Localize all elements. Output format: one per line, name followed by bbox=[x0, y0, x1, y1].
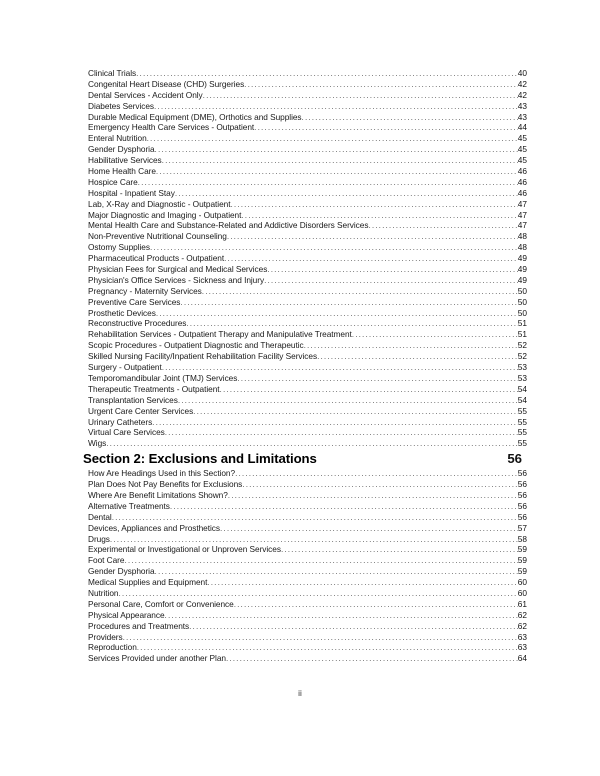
toc-entry-title: Dental Services - Accident Only bbox=[88, 89, 203, 100]
toc-dot-leader bbox=[136, 68, 518, 79]
toc-entry[interactable] bbox=[83, 220, 527, 231]
toc-entry-page-number: 46 bbox=[517, 166, 527, 177]
toc-entry[interactable] bbox=[83, 566, 527, 577]
toc-entry-page-number: 50 bbox=[517, 285, 527, 296]
toc-entry-title: Scopic Procedures - Outpatient Diagnostic and Therapeutic bbox=[88, 340, 304, 351]
toc-entry-page-number: 50 bbox=[517, 307, 527, 318]
toc-dot-leader bbox=[317, 351, 518, 362]
toc-entry[interactable] bbox=[83, 632, 527, 643]
toc-entry-title: Services Provided under another Plan bbox=[88, 653, 226, 664]
toc-entry-title: Drugs bbox=[88, 533, 110, 544]
toc-entry-page-number: 61 bbox=[517, 598, 527, 609]
toc-dot-leader bbox=[244, 79, 518, 90]
toc-dot-leader bbox=[123, 632, 518, 643]
toc-entry-title: Mental Health Care and Substance-Related and Addictive Disorders Services bbox=[88, 220, 369, 231]
toc-entry[interactable] bbox=[83, 427, 527, 438]
toc-entry-title: Non-Preventive Nutritional Counseling bbox=[88, 231, 227, 242]
toc-entry-title: Clinical Trials bbox=[88, 68, 137, 78]
toc-entry[interactable] bbox=[83, 297, 527, 308]
toc-entry[interactable] bbox=[83, 501, 527, 512]
toc-dot-leader bbox=[254, 122, 518, 133]
toc-entry[interactable] bbox=[83, 588, 527, 599]
toc-entry[interactable] bbox=[83, 523, 527, 534]
toc-entry-title: Habilitative Services bbox=[88, 155, 162, 166]
toc-entry-page-number: 48 bbox=[517, 231, 527, 242]
toc-entry-title: Major Diagnostic and Imaging - Outpatient bbox=[88, 209, 242, 220]
toc-entry-title: Gender Dysphoria bbox=[88, 566, 155, 577]
toc-entry-page-number: 55 bbox=[517, 405, 527, 416]
toc-entry-title: Urinary Catheters bbox=[88, 416, 153, 427]
toc-entry[interactable] bbox=[83, 340, 527, 351]
toc-entry[interactable] bbox=[83, 621, 527, 632]
toc-entry-page-number: 54 bbox=[517, 383, 527, 394]
toc-dot-leader bbox=[227, 231, 518, 242]
toc-entry-title: Ostomy Supplies bbox=[88, 242, 150, 253]
toc-dot-leader bbox=[267, 264, 517, 275]
toc-entry-page-number: 46 bbox=[517, 176, 527, 187]
toc-entry-title: Providers bbox=[88, 631, 123, 642]
toc-entry-page-number: 49 bbox=[517, 274, 527, 285]
toc-dot-leader bbox=[186, 318, 517, 329]
toc-dot-leader bbox=[224, 253, 518, 264]
toc-entry-page-number: 42 bbox=[517, 78, 527, 89]
toc-entry-page-number: 45 bbox=[517, 144, 527, 155]
toc-entry-title: Home Health Care bbox=[88, 166, 156, 177]
toc-dot-leader bbox=[207, 577, 517, 588]
toc-dot-leader bbox=[235, 468, 518, 479]
toc-entry[interactable] bbox=[83, 373, 527, 384]
toc-entry-title: Foot Care bbox=[88, 555, 125, 566]
toc-entry[interactable] bbox=[83, 177, 527, 188]
toc-dot-leader bbox=[220, 523, 518, 534]
toc-entry-page-number: 43 bbox=[517, 100, 527, 111]
toc-entry[interactable] bbox=[83, 253, 527, 264]
toc-dot-leader bbox=[234, 599, 518, 610]
toc-dot-leader bbox=[110, 534, 518, 545]
toc-entry-page-number: 55 bbox=[517, 416, 527, 427]
toc-dot-leader bbox=[162, 155, 518, 166]
toc-entry-page-number: 49 bbox=[517, 253, 527, 264]
toc-entry-title: Preventive Care Services bbox=[88, 296, 181, 307]
toc-entry[interactable] bbox=[83, 653, 527, 664]
toc-dot-leader bbox=[242, 479, 517, 490]
toc-dot-leader bbox=[155, 144, 518, 155]
toc-entry-page-number: 56 bbox=[517, 511, 527, 522]
toc-entry-title: Reconstructive Procedures bbox=[88, 318, 187, 329]
toc-entry-page-number: 48 bbox=[517, 242, 527, 253]
toc-entry-page-number: 60 bbox=[517, 577, 527, 588]
toc-entry-page-number: 47 bbox=[517, 198, 527, 209]
toc-entry-title: Surgery - Outpatient bbox=[88, 362, 162, 373]
toc-entry-page-number: 43 bbox=[517, 111, 527, 122]
toc-dot-leader bbox=[317, 452, 508, 463]
toc-entry[interactable] bbox=[83, 438, 527, 449]
toc-entry[interactable] bbox=[83, 122, 527, 133]
toc-dot-leader bbox=[137, 642, 518, 653]
toc-entry-page-number: 55 bbox=[517, 438, 527, 449]
toc-section-heading[interactable] bbox=[83, 450, 522, 467]
toc-entry[interactable] bbox=[83, 599, 527, 610]
toc-entry-title: Pregnancy - Maternity Services bbox=[88, 285, 202, 296]
toc-dot-leader bbox=[202, 286, 518, 297]
toc-dot-leader bbox=[178, 395, 518, 406]
toc-entry-page-number: 53 bbox=[517, 362, 527, 373]
toc-dot-leader bbox=[124, 555, 517, 566]
toc-entry[interactable] bbox=[83, 351, 527, 362]
toc-entry[interactable] bbox=[83, 231, 527, 242]
toc-dot-leader bbox=[302, 112, 518, 123]
toc-entry-title: Dental bbox=[88, 511, 112, 522]
toc-entry-title: Rehabilitation Services - Outpatient Therapy and Manipulative Treatment bbox=[88, 329, 352, 340]
toc-entry[interactable] bbox=[83, 417, 527, 428]
toc-entry-title: Lab, X-Ray and Diagnostic - Outpatient bbox=[88, 198, 231, 209]
toc-entry[interactable] bbox=[83, 642, 527, 653]
toc-dot-leader bbox=[180, 297, 517, 308]
toc-entry[interactable] bbox=[83, 406, 527, 417]
toc-entry[interactable] bbox=[83, 264, 527, 275]
toc-entry-page-number: 51 bbox=[517, 318, 527, 329]
toc-entry-page-number: 56 bbox=[517, 500, 527, 511]
toc-entry-title: Virtual Care Services bbox=[88, 427, 165, 438]
toc-dot-leader bbox=[138, 177, 518, 188]
page-number-marker: ii bbox=[298, 688, 302, 698]
toc-entry-page-number: 51 bbox=[517, 329, 527, 340]
toc-entry-title: Emergency Health Care Services - Outpatient bbox=[88, 122, 255, 133]
toc-dot-leader bbox=[304, 340, 518, 351]
toc-entry-title: Medical Supplies and Equipment bbox=[88, 577, 208, 588]
toc-entry[interactable] bbox=[83, 286, 527, 297]
toc-entry-title: Prosthetic Devices bbox=[88, 307, 156, 318]
toc-entry[interactable] bbox=[83, 242, 527, 253]
toc-entry[interactable] bbox=[83, 610, 527, 621]
toc-dot-leader bbox=[147, 133, 518, 144]
toc-entry[interactable] bbox=[83, 210, 527, 221]
toc-entry-page-number: 59 bbox=[517, 555, 527, 566]
toc-entry-page-number: 60 bbox=[517, 587, 527, 598]
toc-entry-title: Where Are Benefit Limitations Shown? bbox=[88, 489, 228, 500]
toc-entry-title: Physical Appearance bbox=[88, 609, 165, 620]
toc-entry[interactable] bbox=[83, 490, 527, 501]
toc-entry-page-number: 44 bbox=[517, 122, 527, 133]
toc-dot-leader bbox=[175, 188, 518, 199]
toc-entry-page-number: 45 bbox=[517, 155, 527, 166]
toc-dot-leader bbox=[228, 490, 518, 501]
toc-entry[interactable] bbox=[83, 534, 527, 545]
toc-entry-title: Devices, Appliances and Prosthetics bbox=[88, 522, 220, 533]
toc-entry[interactable] bbox=[83, 188, 527, 199]
toc-entry[interactable] bbox=[83, 199, 527, 210]
toc-entry-title: Urgent Care Center Services bbox=[88, 405, 194, 416]
toc-entry-page-number: 52 bbox=[517, 340, 527, 351]
toc-entry[interactable] bbox=[83, 275, 527, 286]
toc-entry[interactable] bbox=[83, 479, 527, 490]
toc-entry-page-number: 63 bbox=[517, 631, 527, 642]
toc-entry-title: Transplantation Services bbox=[88, 394, 178, 405]
toc-dot-leader bbox=[237, 373, 517, 384]
toc-dot-leader bbox=[226, 653, 518, 664]
toc-entry-title: Procedures and Treatments bbox=[88, 620, 190, 631]
toc-entry-title: Hospital - Inpatient Stay bbox=[88, 187, 175, 198]
toc-entry[interactable] bbox=[83, 166, 527, 177]
toc-entry-page-number: 56 bbox=[517, 479, 527, 490]
toc-entry[interactable] bbox=[83, 133, 527, 144]
toc-entry[interactable] bbox=[83, 512, 527, 523]
toc-dot-leader bbox=[118, 588, 517, 599]
toc-entry-title: How Are Headings Used in this Section? bbox=[88, 468, 236, 479]
toc-entry[interactable] bbox=[83, 555, 527, 566]
toc-entry[interactable] bbox=[83, 318, 527, 329]
toc-entry-title: Hospice Care bbox=[88, 176, 138, 187]
toc-entry-title: Wigs bbox=[88, 438, 107, 449]
toc-entry-page-number: 54 bbox=[517, 394, 527, 405]
toc-entry-title: Section 2: Exclusions and Limitations bbox=[83, 451, 317, 467]
toc-entry[interactable] bbox=[83, 90, 527, 101]
toc-entry-page-number: 56 bbox=[517, 489, 527, 500]
toc-dot-leader bbox=[220, 384, 518, 395]
toc-entry-title: Plan Does Not Pay Benefits for Exclusions bbox=[88, 479, 243, 490]
toc-entry-page-number: 62 bbox=[517, 620, 527, 631]
toc-entry-title: Enteral Nutrition bbox=[88, 133, 147, 144]
toc-entry-page-number: 62 bbox=[517, 609, 527, 620]
toc-entry-page-number: 47 bbox=[517, 209, 527, 220]
toc-entry-page-number: 59 bbox=[517, 566, 527, 577]
toc-entry-page-number: 64 bbox=[517, 653, 527, 664]
toc-dot-leader bbox=[264, 275, 518, 286]
toc-entry[interactable] bbox=[83, 101, 527, 112]
toc-dot-leader bbox=[189, 621, 518, 632]
toc-dot-leader bbox=[368, 220, 517, 231]
toc-entry-page-number: 47 bbox=[517, 220, 527, 231]
toc-dot-leader bbox=[352, 329, 518, 340]
toc-entry-title: Physician's Office Services - Sickness and Injury bbox=[88, 274, 265, 285]
toc-dot-leader bbox=[156, 166, 518, 177]
toc-entry-page-number: 42 bbox=[517, 89, 527, 100]
toc-entry-page-number: 56 bbox=[517, 468, 527, 479]
toc-dot-leader bbox=[156, 308, 518, 319]
toc-entry-page-number: 53 bbox=[517, 372, 527, 383]
toc-entry[interactable] bbox=[83, 577, 527, 588]
toc-dot-leader bbox=[150, 242, 518, 253]
toc-dot-leader bbox=[154, 101, 518, 112]
toc-entry-page-number: 49 bbox=[517, 264, 527, 275]
toc-entry-title: Alternative Treatments bbox=[88, 500, 170, 511]
toc-entry-title: Congenital Heart Disease (CHD) Surgeries bbox=[88, 78, 245, 89]
toc-entry-title: Therapeutic Treatments - Outpatient bbox=[88, 383, 220, 394]
toc-entry[interactable] bbox=[83, 362, 527, 373]
toc-dot-leader bbox=[106, 438, 518, 449]
toc-dot-leader bbox=[170, 501, 518, 512]
toc-entry-title: Physician Fees for Surgical and Medical Services bbox=[88, 264, 268, 275]
toc-entry-page-number: 52 bbox=[517, 351, 527, 362]
toc-entry[interactable] bbox=[83, 79, 527, 90]
toc-entry-page-number: 58 bbox=[517, 533, 527, 544]
toc-entry[interactable] bbox=[83, 308, 527, 319]
toc-entry-page-number: 57 bbox=[517, 522, 527, 533]
toc-entry-title: Skilled Nursing Facility/Inpatient Rehabilitation Facility Services bbox=[88, 351, 318, 362]
toc-dot-leader bbox=[165, 610, 518, 621]
toc-entry[interactable] bbox=[83, 329, 527, 340]
toc-entry-page-number: 55 bbox=[517, 427, 527, 438]
toc-entry[interactable] bbox=[83, 384, 527, 395]
toc-entry[interactable] bbox=[83, 112, 527, 123]
toc-dot-leader bbox=[230, 199, 517, 210]
toc-entry-page-number: 63 bbox=[517, 642, 527, 653]
toc-dot-leader bbox=[193, 406, 518, 417]
toc-entry-title: Nutrition bbox=[88, 587, 119, 598]
toc-entry-page-number: 56 bbox=[507, 451, 522, 467]
toc-dot-leader bbox=[281, 544, 518, 555]
toc-dot-leader bbox=[241, 210, 517, 221]
toc-dot-leader bbox=[165, 427, 518, 438]
toc-entry-title: Gender Dysphoria bbox=[88, 144, 155, 155]
toc-entry-title: Reproduction bbox=[88, 642, 137, 653]
toc-entry-title: Pharmaceutical Products - Outpatient bbox=[88, 253, 225, 264]
toc-entry[interactable] bbox=[83, 395, 527, 406]
toc-entry-title: Temporomandibular Joint (TMJ) Services bbox=[88, 372, 238, 383]
toc-dot-leader bbox=[162, 362, 518, 373]
toc-entry-title: Durable Medical Equipment (DME), Orthotics and Supplies bbox=[88, 111, 302, 122]
toc-dot-leader bbox=[112, 512, 518, 523]
table-of-contents bbox=[83, 68, 527, 664]
toc-entry[interactable] bbox=[83, 68, 527, 79]
toc-entry-page-number: 40 bbox=[517, 68, 527, 78]
toc-dot-leader bbox=[155, 566, 518, 577]
toc-entry-page-number: 59 bbox=[517, 544, 527, 555]
toc-entry[interactable] bbox=[83, 155, 527, 166]
toc-entry[interactable] bbox=[83, 544, 527, 555]
toc-entry-title: Personal Care, Comfort or Convenience bbox=[88, 598, 234, 609]
toc-dot-leader bbox=[203, 90, 518, 101]
toc-entry[interactable] bbox=[83, 144, 527, 155]
toc-entry-page-number: 50 bbox=[517, 296, 527, 307]
toc-dot-leader bbox=[152, 417, 518, 428]
toc-entry-title: Diabetes Services bbox=[88, 100, 155, 111]
toc-entry-page-number: 46 bbox=[517, 187, 527, 198]
toc-entry[interactable] bbox=[83, 468, 527, 479]
toc-entry-title: Experimental or Investigational or Unproven Services bbox=[88, 544, 281, 555]
toc-entry-page-number: 45 bbox=[517, 133, 527, 144]
